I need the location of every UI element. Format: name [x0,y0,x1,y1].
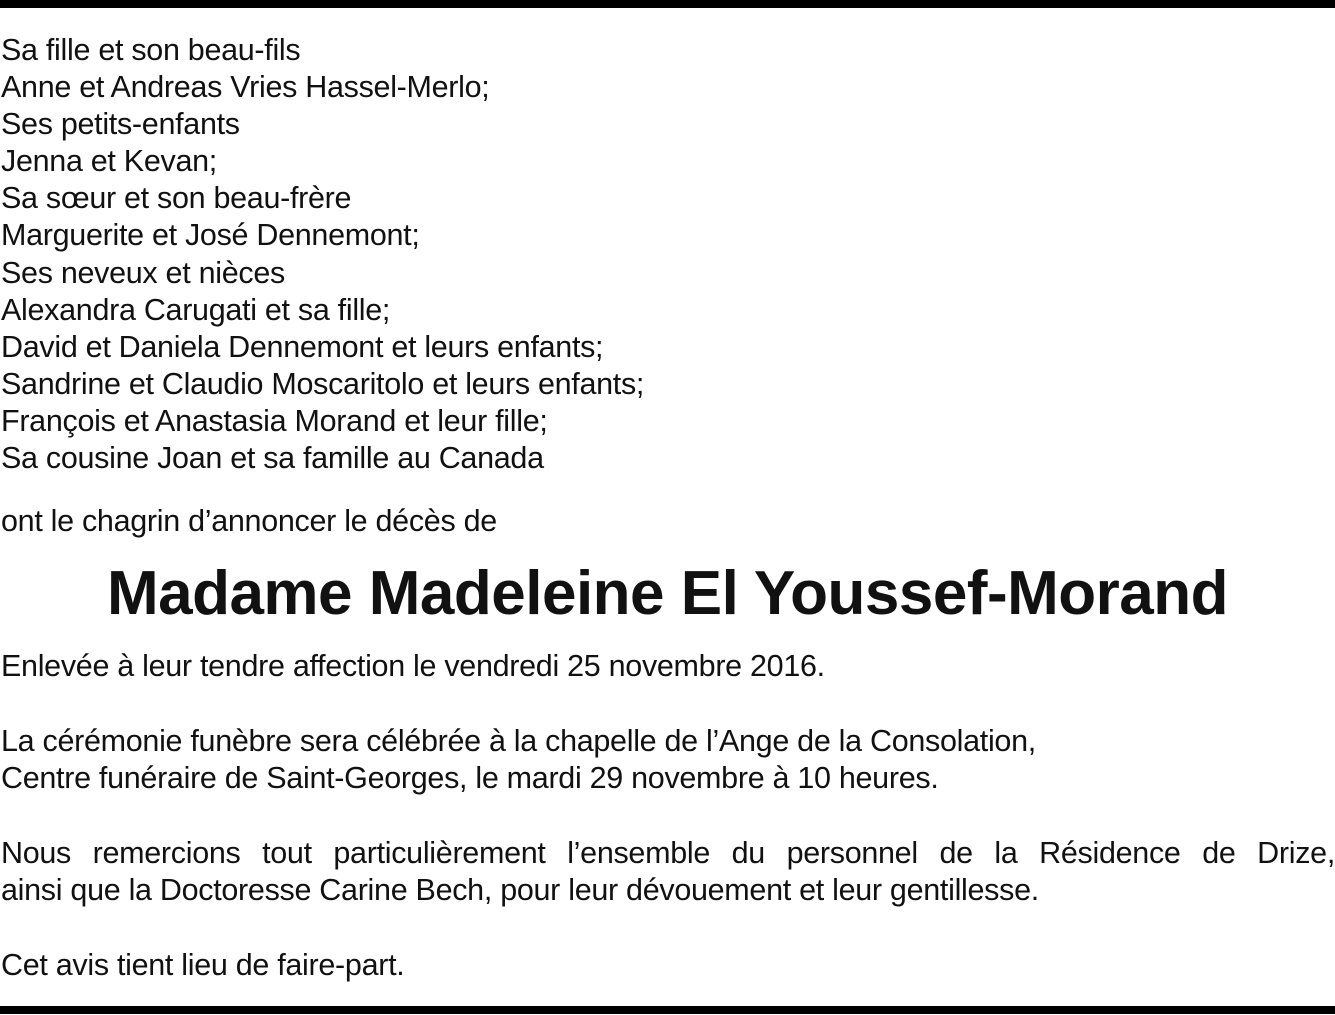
ceremony-line: Centre funéraire de Saint-Georges, le mardi 29 novembre à 10 heures. [1,761,939,795]
family-line: Ses petits-enfants [1,107,240,142]
thanks-line: ainsi que la Doctoresse Carine Bech, pour leur dévouement et leur gentillesse. [1,873,1039,907]
closing-note [1,947,404,984]
ceremony-line: La cérémonie funèbre sera célébrée à la chapelle de l’Ange de la Consolation, [1,724,1036,758]
family-line: Jenna et Kevan; [1,144,217,179]
death-notice-text: Enlevée à leur tendre affection le vendredi 25 novembre 2016. [1,649,825,683]
family-line: Alexandra Carugati et sa fille; [1,292,391,327]
family-line: Anne et Andreas Vries Hassel-Merlo; [1,70,490,105]
top-border-rule [0,0,1335,8]
family-line: Sa sœur et son beau-frère [1,181,352,216]
family-list [1,32,644,477]
family-line: Sa cousine Joan et sa famille au Canada [1,441,544,476]
family-line: François et Anastasia Morand et leur fille; [1,403,548,438]
closing-text: Cet avis tient lieu de faire-part. [1,948,405,982]
family-line: David et Daniela Dennemont et leurs enfants; [1,329,604,364]
announcement-intro: ont le chagrin d’annoncer le décès de [1,504,497,538]
family-line: Sandrine et Claudio Moscaritolo et leurs enfants; [1,366,645,401]
thanks-line: Nous remercions tout particulièrement l’ensemble du personnel de la Résidence de Drize, [1,836,1335,870]
ceremony-details [1,723,1036,797]
family-line: Sa fille et son beau-fils [1,33,301,67]
deceased-name: Madame Madeleine El Youssef-Morand [106,559,1229,628]
death-notice [1,648,825,685]
thanks-paragraph [1,835,1335,909]
family-line: Ses neveux et nièces [1,255,285,290]
bottom-border-rule [0,1006,1335,1014]
family-line: Marguerite et José Dennemont; [1,218,420,253]
